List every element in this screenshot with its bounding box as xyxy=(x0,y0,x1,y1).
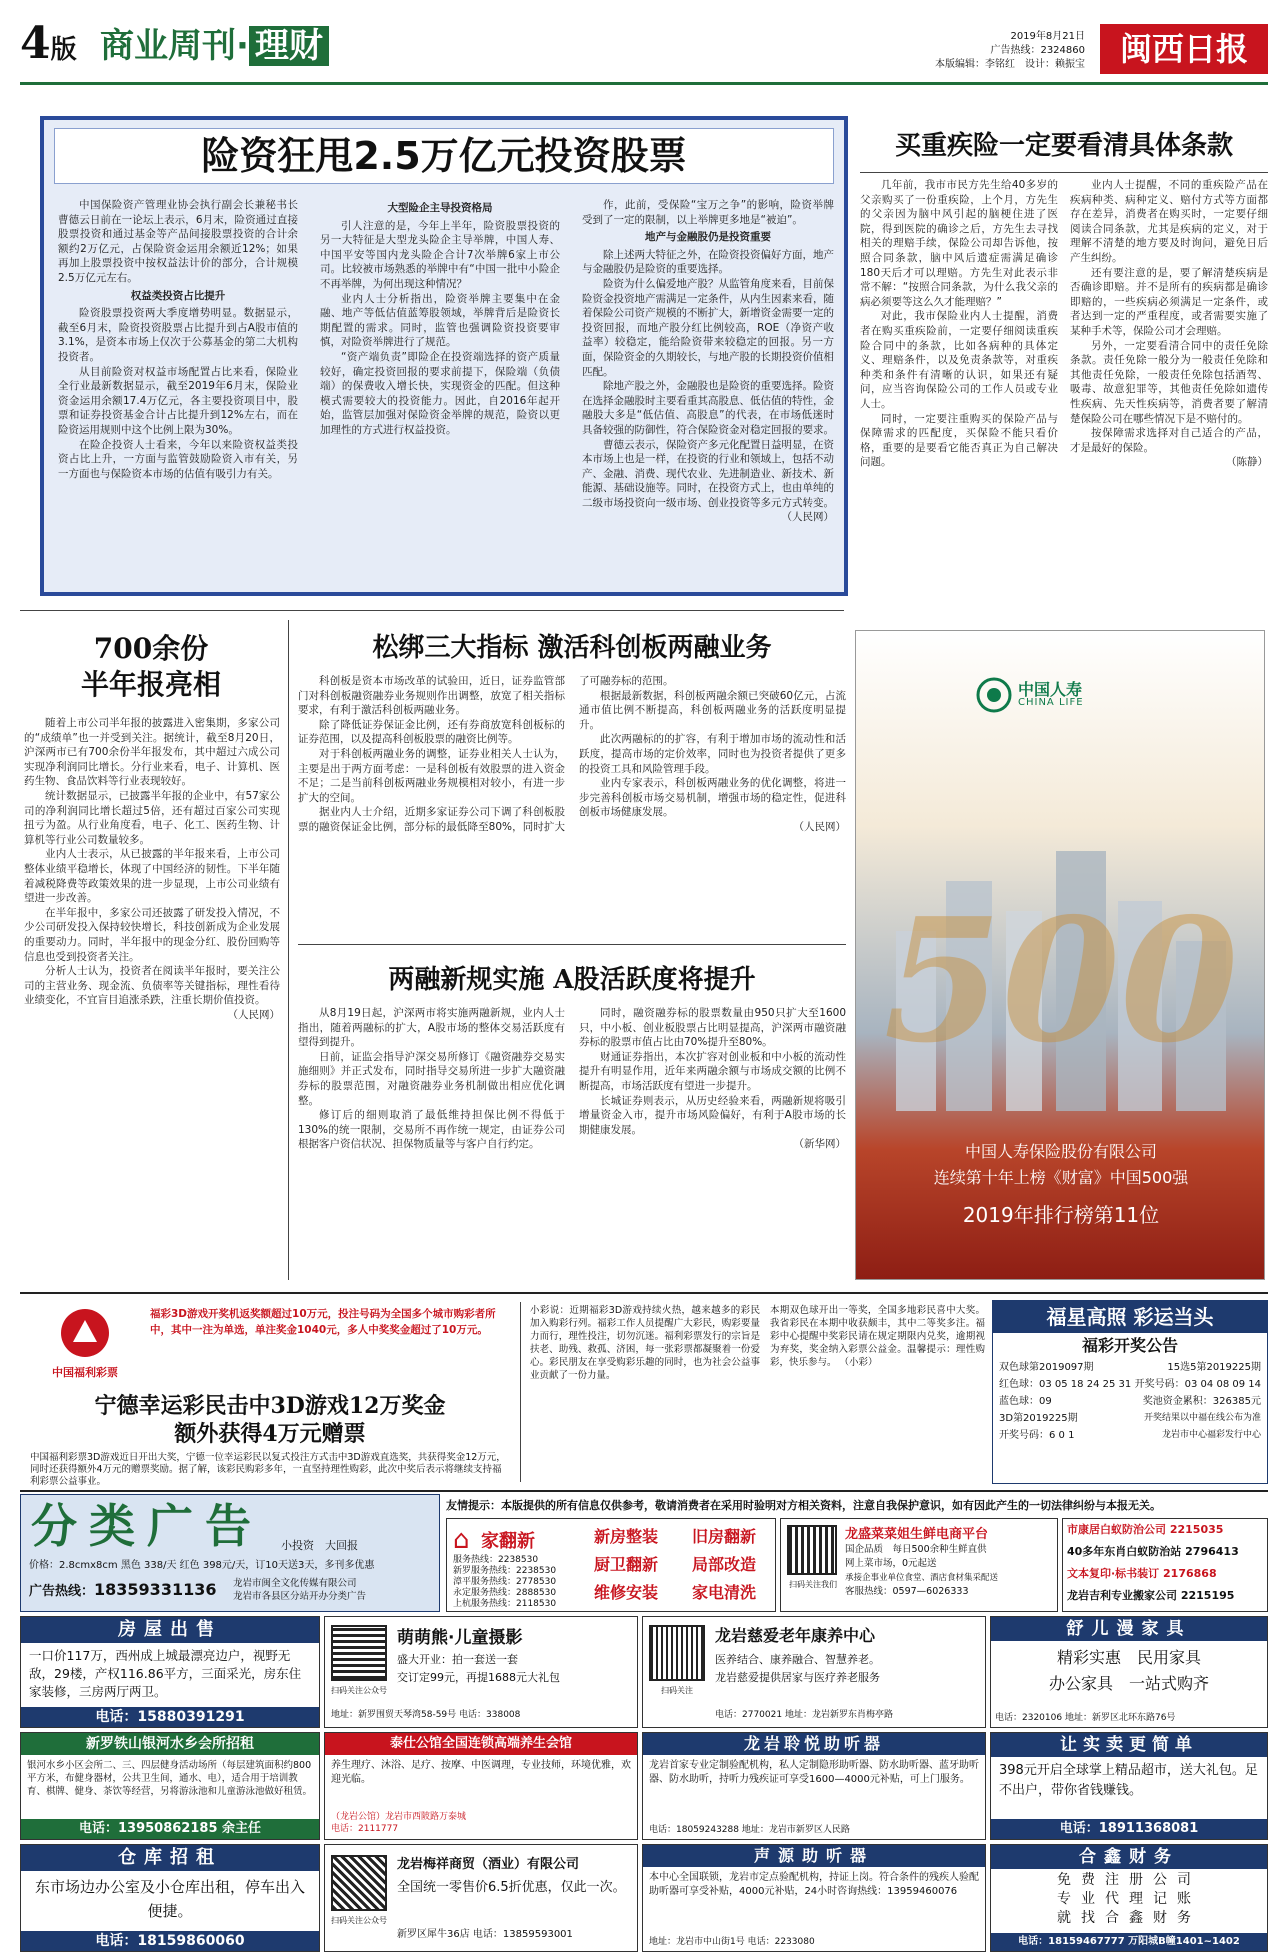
paragraph: 从8月19日起，沪深两市将实施两融新规，业内人士指出，随着两融标的扩大，A股市场的整体交易活跃度有望得到提升。 xyxy=(298,1007,565,1049)
hear-ad: 龙岩聆悦助听器 龙岩首家专业定制验配机构，私人定制隐形助听器、防水助听器、蓝牙助听器、防水助听，持听力残疾证可享受1600—4000元补贴，可上门服务。 电话：18059243288 地址：龙岩市新罗区人民路 xyxy=(642,1732,986,1840)
paragraph: 此次两融标的的扩容，有利于增加市场的流动性和活跃度，提高市场的定价效率，同时也为投资者提供了更多的投资工具和风险管理手段。 xyxy=(579,733,846,775)
tt-ad: 泰仕公馆全国连锁高端养生会馆 养生理疗、沐浴、足疗、按摩、中医调理，专业技师，环境优雅，欢迎光临。 （龙岩公馆）龙岩市西陂路万泰城 电话：2111777 xyxy=(324,1732,638,1840)
paragraph: 中国保险资产管理业协会执行副会长兼秘书长曹德云日前在一论坛上表示，6月末，险资通过直接股票投资和通过基金等产品间接股票投资的合计余额约2万亿元，占保险资金运用余额近12%；如果再加上股票投资中按权益法计价的部分，合计规模2.5万亿元左右。 xyxy=(58,199,298,284)
paragraph: 对此，我市保险业内人士提醒，消费者在购买重疾险前，一定要仔细阅读重疾险合同中的条款，比如各病种的具体定义、理赔条件，以及免责条款等，对重疾种类和条件有清晰的认识，如果还有疑问，应当咨询保险公司的工作人员或专业人士。 xyxy=(860,310,1058,410)
sci-headline-1: 700余份 xyxy=(93,632,209,665)
lottery-logo: 中国福利彩票 xyxy=(30,1306,140,1386)
paragraph: 同时，一定要注重购买的保险产品与保障需求的匹配度，买保险不能只看价格，重要的是要看它能否真正为自己解决问题。 xyxy=(860,412,1058,469)
lottery-notice: 福星高照 彩运当头 福彩开奖公告 双色球第2019097期 15选5第2019225期 红色球：03 05 18 24 25 31 开奖号码：03 04 08 09 14 蓝色球：09 奖池资金累积：326385元 3D第2019225期 开奖结果以中福在线公布为准 开奖号码：6 0 1 龙岩市中心福彩发行中心 xyxy=(992,1300,1268,1484)
paragraph: 长城证券则表示，从历史经验来看，两融新规将吸引增量资金入市，提升市场风险偏好，有利于A股市场的长期健康发展。 xyxy=(579,1094,846,1136)
byline: （人民网） xyxy=(793,820,846,833)
qr-code-icon xyxy=(787,1525,837,1575)
paragraph: 业内人士分析指出，险资举牌主要集中在金融、地产等低估值蓝筹股领域，举牌背后是险资长期配置的需求。同时，监管也强调险资投资要审慎，对险资举牌进行了规范。 xyxy=(320,292,560,349)
fin-ad: 合鑫财务 免费注册公司 专业代理记账 就找合鑫财务 电话：18159467777 万阳城B幢1401~1402 xyxy=(990,1844,1268,1952)
byline: （人民网） xyxy=(781,511,834,524)
paragraph: 据业内人士介绍，近期多家证券公司下调了科创板股票的融资保证金比例，部分标的最低降至80%，同时扩大了可融券标的范围。 xyxy=(298,675,674,833)
masthead xyxy=(0,0,1286,90)
paragraph: 除了降低证券保证金比例，还有券商放宽科创板标的证券范围，以及提高科创板股票的融资比例等。 xyxy=(298,718,565,746)
rz-body xyxy=(298,1006,846,1274)
classified-header: 分类广告 小投资 大回报 价格：2.8cmx8cm 黑色 338/天 红色 398元/天，订10天送3天，多刊多优惠 广告热线：18359331136 龙岩市闽全文化传媒有限公司 龙岩市各县区分站开办分类广告 xyxy=(20,1494,440,1612)
ant-ad: 市康居白蚁防治公司 2215035 40多年东肖白蚁防治站 2796413 文本复印·标书装订 2176868 龙岩吉利专业搬家公司 2215195 xyxy=(1062,1518,1268,1612)
lottery-red-text: 福彩3D游戏开奖机返奖额超过10万元，投注号码为全国多个城市购彩者所中，其中一注为单选，单注奖金1040元，多人中奖奖金超过了10万元。 xyxy=(150,1308,496,1336)
water-ad: 新罗铁山银河水乡会所招租 银河水乡小区会所二、三、四层健身活动场所（每层建筑面积约800平方米，布健身器材，公共卫生间，通水、电），适合用于培训教育、棋牌、健身、茶饮等经营，另将游泳池和儿童游泳池做好租赁。 电话：13950862185 余主任 xyxy=(20,1732,320,1840)
paragraph: 财通证券指出，本次扩容对创业板和中小板的流动性提升有明显作用，近年来两融余额与市场成交额的比例不断提高，市场活跃度有望进一步提升。 xyxy=(579,1050,846,1092)
lottery-headline-2: 额外获得4万元赠票 xyxy=(174,1421,366,1447)
wine-ad: 扫码关注公众号 龙岩梅祥商贸（酒业）有限公司 全国统一零售价6.5折优惠，仅此一次。 新罗区犀牛36店 电话：13859593001 xyxy=(324,1844,638,1952)
paragraph: 险资股票投资两大季度增势明显。数据显示，截至6月末，险资投资股票占比提升到占A股市值的3.1%，是资本市场上仅次于公募基金的第二大机构投资者。 xyxy=(58,307,298,363)
classified-notice: 友情提示：本版提供的所有信息仅供参考，敬请消费者在采用时验明对方相关资料，注意自我保护意识，如有因此产生的一切法律纠纷与本报无关。 xyxy=(446,1499,1161,1512)
paragraph: 在险企投资人士看来，今年以来险资权益类投资占比上升，一方面与监管鼓励险资入市有关，另一方面也与保险资本市场的估值有吸引力有关。 xyxy=(58,438,298,480)
insurance-col-2 xyxy=(1070,178,1268,592)
house-icon: ⌂ xyxy=(453,1525,470,1555)
paragraph: 在半年报中，多家公司还披露了研发投入情况，不少公司研发投入保持较快增长，科技创新成为企业发展的重要动力。同时，半年报中的现金分红、股份回购等信息也受到投资者关注。 xyxy=(24,906,280,963)
photo-ad: 扫码关注公众号 萌萌熊·儿童摄影 盛大开业：拍一套送一套 交订定99元，再提1688元大礼包 地址：新罗围贸天琴湾58-59号 电话：338008 xyxy=(324,1616,638,1728)
lead-col-2 xyxy=(320,198,560,590)
kcb-body xyxy=(298,674,846,936)
lead-col-3 xyxy=(582,198,834,590)
paragraph: 分析人士认为，投资者在阅读半年报时，要关注公司的主营业务、现金流、负债率等关键指标，理性看待业绩变化，不宜盲目追涨杀跌，注重长期价值投资。 xyxy=(24,965,280,1007)
paragraph: 业内人士提醒，不同的重疾险产品在疾病种类、病种定义、赔付方式等方面都存在差异，消费者在购买时，一定要仔细阅读合同条款，尤其是疾病的定义，对于理解不清楚的地方要及时询问，避免日后产生纠纷。 xyxy=(1070,179,1268,264)
china-life-ad xyxy=(855,630,1265,1280)
lead-headline: 险资狂甩2.5万亿元投资股票 xyxy=(54,128,834,184)
sy-ad: 声源助听器 本中心全国联锁，龙岩市定点验配机构，持证上岗。符合条件的残疾人验配助听器可享受补贴，4000元补贴，24小时咨询热线：13959460076 地址：龙岩市中山街1号 电话：2233080 xyxy=(642,1844,986,1952)
paragraph: 同时，融资融券标的股票数量由950只扩大至1600只，中小板、创业板股票占比明显提高，沪深两市融资融券标的股票市值占比由70%提升至80%。 xyxy=(579,1007,846,1049)
paragraph: 根据最新数据，科创板两融余额已突破60亿元，占流通市值比例不断提高，科创板两融业务的活跃度明显提升。 xyxy=(579,689,846,731)
page-number: 4版 xyxy=(20,18,77,69)
lottery-section xyxy=(20,1298,1268,1486)
office-ad: 仓库招租 东市场边办公室及小仓库出租，停车出入便捷。 电话：18159860060 xyxy=(20,1844,320,1952)
paragraph: 几年前，我市市民方先生给40多岁的父亲购买了一份重疾险，上个月，方先生的父亲因为脑中风引起的脑梗住进了医院，得到医院的确诊之后，方先生去寻找相关的理赔手续，保险公司却告诉他，按照合同条款，脑中风后遗症需满足确诊180天后才可以理赔。方先生对此表示非常不解：“按照合同条款，为什么我父亲的病必须要等这么久才能理赔？” xyxy=(860,179,1058,308)
paragraph: 业内专家表示，科创板两融业务的优化调整，将进一步完善科创板市场交易机制，增强市场的稳定性，促进科创板市场健康发展。 xyxy=(579,777,846,819)
insurance-col-1 xyxy=(860,178,1058,592)
china-life-logo: 中国人寿 CHINA LIFE xyxy=(976,673,1156,719)
lottery-right-text: 本期双色球开出一等奖，全国多地彩民喜中大奖。我省彩民在本期中收获颇丰，其中二等奖多注。福彩中心提醒中奖彩民请在规定期限内兑奖，逾期视为弃奖，奖金纳入彩票公益金。温馨提示：理性购彩，快乐参与。 （小彩） xyxy=(770,1305,985,1368)
paragraph: 对于科创板两融业务的调整，证券业相关人士认为，主要是出于两方面考虑：一是科创板有效股票的进入资金不足；二是当前科创板两融业务规模相对较小，有进一步扩大的空间。 xyxy=(298,747,565,804)
paper-logo: 闽西日报 xyxy=(1100,24,1268,74)
lead-col-1 xyxy=(58,198,298,590)
kcb-headline: 松绑三大指标 激活科创板两融业务 xyxy=(372,633,772,663)
paragraph: 业内人士表示，从已披露的半年报来看，上市公司整体业绩平稳增长，体现了中国经济的韧性。下半年随着减税降费等政策效果的进一步显现，上市公司业绩有望进一步改善。 xyxy=(24,848,280,905)
jfx-ad: ⌂ 家翻新 服务热线：2238530 新罗服务热线：2238530 漳平服务热线：2778530 永定服务热线：2888530 上杭服务热线：2118530 新房整装 旧房翻新 厨卫翻新 局部改造 维修安装 家电清洗 xyxy=(446,1518,776,1612)
section-title: 商业周刊· 理财 xyxy=(100,26,329,66)
sci-article xyxy=(20,620,282,1280)
china-life-emblem-icon xyxy=(976,677,1012,713)
paragraph: 从目前险资对权益市场配置占比来看，保险业全行业最新数据显示，截至2019年6月末，保险业资金运用余额17.4万亿元，各主要投资项目中，股票和证券投资基金合计占比提升到12%左右，而在险资运用规则中这个比例上限为30%。 xyxy=(58,365,298,436)
byline: （人民网） xyxy=(227,1008,280,1021)
paragraph: 险资为什么偏爱地产股？从监管角度来看，目前保险资金投资地产需满足一定条件，从内生因素来看，随着保险公司资产规模的不断扩大，新增资金需要一定的投资回报，而地产股分红比例较高，ROE（净资产收益率）较稳定，能给险资带来较稳定的回报。另一方面，保险资金的久期较长，与地产股的长期投资价值相匹配。 xyxy=(582,277,834,378)
subheading: 地产与金融股仍是投资重要 xyxy=(645,231,771,244)
welfare-lottery-icon xyxy=(55,1306,115,1360)
china-life-text: 中国人寿保险股份有限公司 连续第十年上榜《财富》中国500强 2019年排行榜第11位 xyxy=(933,1142,1189,1227)
sci-body xyxy=(24,716,280,1276)
paragraph: “资产端负责”即险企在投资端选择的资产质量较好，确定投资回报的要求前提下，保险端（负债端）的保费收入增长快，实现资金的匹配。但这种模式需要较大的投资能力。因此，自2016年起开始，监管层加强对保险资金举牌的规范，险资以更加理性的方式进行权益投资。 xyxy=(320,350,560,436)
elder-ad: 扫码关注 龙岩慈爱老年康养中心 医养结合、康养融合、智慧养老。 龙岩慈爱提供居家与医疗养老服务 电话：2770021 地址：龙岩新罗东肖梅亭路 xyxy=(642,1616,986,1728)
paragraph: 除上述两大特征之外，在险资投资偏好方面，地产与金融股仍是险资的重要选择。 xyxy=(582,248,834,276)
qr-code-icon xyxy=(649,1625,705,1681)
paragraph: 作，此前，受保险“宝万之争”的影响，险资举牌受到了一定的限制，以上举牌更多地是“被迫”。 xyxy=(582,199,834,226)
paragraph: 统计数据显示，已披露半年报的企业中，有57家公司的净利润同比增长超过5倍，还有超过百家公司实现扭亏为盈。从行业角度看，电子、化工、医药生物、计算机等行业公司数量较多。 xyxy=(24,789,280,846)
insurance-article xyxy=(860,120,1268,600)
classified-title: 分类广告 xyxy=(31,1499,263,1553)
lead-article xyxy=(40,116,848,596)
china-life-big-number: 500 xyxy=(883,881,1239,1081)
paragraph: 除地产股之外，金融股也是险资的重要选择。险资在选择金融股时主要看重其高股息、低估值的特性，金融股大多是“低估值、高股息”的代表，在市场低迷时具备较强的防御性，符合保险资金对稳定回报的要求。 xyxy=(582,380,834,436)
paragraph: 另外，一定要看清合同中的责任免除条款。责任免除一般分为一般责任免除和其他责任免除，一般责任免除包括酒驾、吸毒、故意犯罪等，其他责任免除如遗传性疾病、先天性疾病等，消费者要了解清楚保险公司在哪些情况下是不赔付的。 xyxy=(1070,339,1268,425)
subheading: 大型险企主导投资格局 xyxy=(387,202,493,214)
paragraph: 还有要注意的是，要了解清楚疾病是否确诊即赔。并不是所有的疾病都是确诊即赔的，一些疾病必须满足一定条件，或者达到一定的严重程度，或者需要实施了某种手术等，保险公司才会理赔。 xyxy=(1070,266,1268,337)
house-ad: 房屋出售 一口价117万，西州成上城最漂亮边户，视野无敌，29楼，产权116.86平方，三面采光，房东住家装修，三房两厅两卫。 电话：15880391291 xyxy=(20,1616,320,1728)
masthead-info: 2019年8月21日 广告热线：2324860 本版编辑：李铭红 设计：赖振宝 xyxy=(935,31,1085,70)
subheading: 权益类投资占比提升 xyxy=(130,289,226,302)
paragraph: 日前，证监会指导沪深交易所修订《融资融券交易实施细则》并正式发布，同时指导交易所进一步扩大融资融券标的股票范围，对融资融券业务机制做出相应优化调整。 xyxy=(298,1050,565,1107)
byline: （陈静） xyxy=(1226,456,1268,469)
paragraph: 随着上市公司半年报的披露进入密集期，多家公司的“成绩单”也一并受到关注。据统计，截至8月20日，沪深两市已有700余份半年报发布，其中超过六成公司实现净利润同比增长。分行业来看，电子、计算机、医药生物、食品饮料等行业表现较好。 xyxy=(24,717,280,788)
kcb-article xyxy=(298,620,846,940)
lottery-mid-text: 小彩说：近期福彩3D游戏持续火热，越来越多的彩民加入购彩行列。福彩工作人员提醒广大彩民，购彩要量力而行，理性投注，切勿沉迷。福利彩票发行的宗旨是扶老、助残、救孤、济困，每一张彩票都凝聚着一份爱心。彩民朋友在享受购彩乐趣的同时，也为社会公益事业贡献了一份力量。 xyxy=(530,1305,760,1381)
lottery-headline-1: 宁德幸运彩民击中3D游戏12万奖金 xyxy=(94,1393,446,1419)
paragraph: 曹德云表示，保险资产多元化配置日益明显，在资本市场上也是一样，在投资的行业和领域上，包括不动产、金融、消费、现代农业、先进制造业、新技术、新能源、基础设施等。同时，在投资方式上，也由单纯的二级市场投资向一级市场、创业投资等多元方式转变。 xyxy=(582,438,834,509)
paragraph: 修订后的细则取消了最低维持担保比例不得低于130%的统一限制，交易所不再作统一规定，由证券公司根据客户资信状况、担保物质量等与客户自行约定。 xyxy=(298,1109,565,1151)
qr-code-icon xyxy=(331,1625,387,1681)
paragraph: 引人注意的是，今年上半年，险资股票投资的另一大特征是大型龙头险企主导举牌，中国人寿、中国平安等国内龙头险企合计7次举牌6家上市公司。比较被市场熟悉的举牌中有“中国一批中小险企不再举牌，为何出现这种情况？ xyxy=(320,219,560,290)
rz-article xyxy=(298,950,846,1280)
veg-ad: 扫码关注我们 龙盛菜菜姐生鲜电商平台 国企品质 每日500余种生鲜直供 网上菜市场，0元起送 承接企事业单位食堂、酒店食材集采配送 客服热线：0597—6026333 xyxy=(780,1518,1058,1612)
lottery-body: 中国福利彩票3D游戏近日开出大奖，宁德一位幸运彩民以复式投注方式击中3D游戏直选奖，共获得奖金12万元，同时还获得额外4万元的赠票奖励。据了解，该彩民购彩多年，一直坚持理性购彩，此次中奖后表示将继续支持福利彩票公益事业。 xyxy=(30,1452,506,1486)
insurance-headline: 买重疾险一定要看清具体条款 xyxy=(894,131,1233,161)
sci-headline-2: 半年报亮相 xyxy=(80,668,221,701)
furn-ad: 舒儿漫家具 精彩实惠 民用家具 办公家具 一站式购齐 电话：2320106 地址：新罗区北环东路76号 xyxy=(990,1616,1268,1728)
shop-ad: 让实卖更简单 398元开启全球掌上精品超市，送大礼包。足不出户，带你省钱赚钱。 电话：18911368081 xyxy=(990,1732,1268,1840)
paragraph: 按保障需求选择对自己适合的产品，才是最好的保险。 xyxy=(1070,427,1268,454)
qr-code-icon xyxy=(331,1855,387,1911)
byline: （新华网） xyxy=(793,1138,846,1151)
rz-headline: 两融新规实施 A股活跃度将提升 xyxy=(388,965,756,995)
paragraph: 科创板是资本市场改革的试验田，近日，证券监管部门对科创板融资融券业务规则作出调整，放宽了相关指标要求，有利于激活科创板两融业务。 xyxy=(298,675,565,717)
